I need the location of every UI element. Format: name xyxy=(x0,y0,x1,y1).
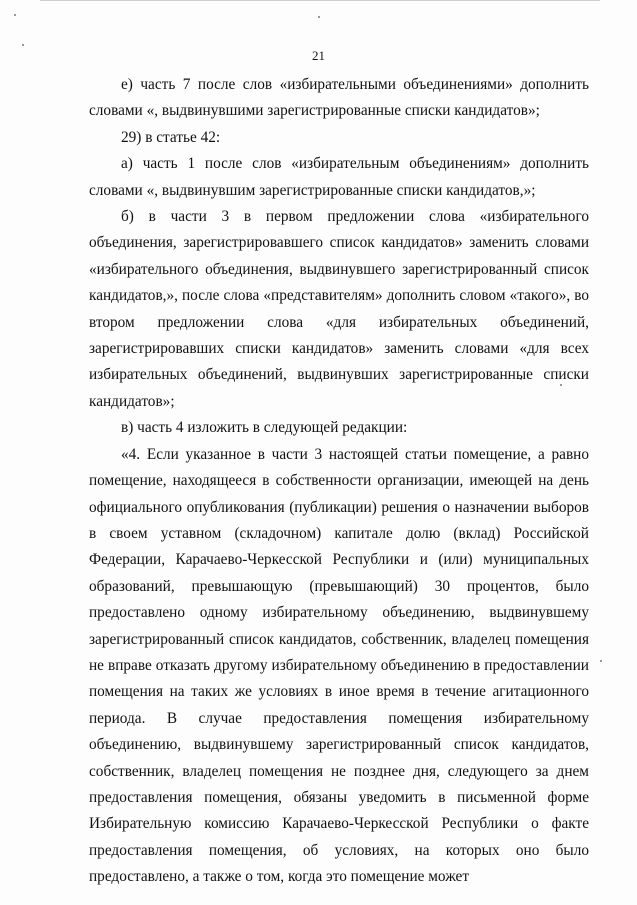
paragraph: б) в части 3 в первом предложении слова «избирательного объединения, зарегистрировавшего список кандидатов» заменить словами «избирательного объединения, выдвинувшего зарегистрированный список кандидатов,», после слова «представителям» дополнить словом «такого», во втором предложении слова «для избирательных объединений, зарегистрировавших списки кандидатов» заменить словами «для всех избирательных объединений, выдвинувших зарегистрированные списки кандидатов»; xyxy=(89,208,589,410)
scan-speck xyxy=(22,44,24,46)
paragraph: «4. Если указанное в части 3 настоящей статьи помещение, а равно помещение, находящееся в собственности организации, имеющей на день официального опубликования (публикации) решения о назначении выборов в своем уставном (складочном) капитале долю (вклад) Российской Федерации, Карачаево-Черкесской Республики и (или) муниципальных образований, превышающую (превышающий) 30 процентов, было предоставлено одному избирательному объединению, выдвинувшему зарегистрированный список кандидатов, собственник, владелец помещения не вправе отказать другому избирательному объединению в предоставлении помещения на таких же условиях в иное время в течение агитационного периода. В случае предоставления помещения избирательному объединению, выдвинувшему зарегистрированный список кандидатов, собственник, владелец помещения не позднее дня, следующего за днем предоставления помещения, обязаны уведомить в письменной форме Избирательную комиссию Карачаево-Черкесской Республики о факте предоставления помещения, об условиях, на которых оно было предоставлено, а также о том, когда это помещение может xyxy=(89,445,589,886)
paragraph: 29) в статье 42: xyxy=(121,128,221,146)
document-body xyxy=(89,72,589,891)
scan-speck xyxy=(318,16,320,18)
page-number: 21 xyxy=(312,48,325,63)
scan-speck xyxy=(14,14,16,16)
paragraph: в) часть 4 изложить в следующей редакции: xyxy=(121,419,408,437)
paragraph: е) часть 7 после слов «избирательными объединениями» дополнить словами «, выдвинувшими зарегистрированные списки кандидатов»; xyxy=(89,76,589,120)
scan-top-edge xyxy=(40,0,600,1)
scan-speck xyxy=(600,660,602,662)
paragraph: а) часть 1 после слов «избирательным объединениям» дополнить словами «, выдвинувшим зарегистрированные списки кандидатов,»; xyxy=(89,155,589,199)
